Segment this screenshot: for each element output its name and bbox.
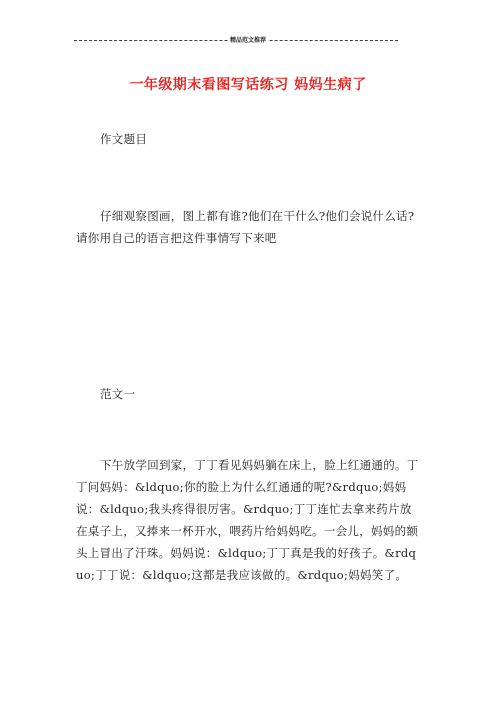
header-label (0, 35, 496, 44)
section-heading-sample: 范文一 (100, 387, 136, 401)
sample-essay-paragraph: 下午放学回到家，丁丁看见妈妈躺在床上，脸上红通通的。丁丁问妈妈：&ldquo;你的脸上为什么红通通的呢?&rdquo;妈妈说：&ldquo;我头疼得很厉害。&rdquo;丁丁连忙去拿来药片放在桌子上，又捧来一杯开水，喂药片给妈妈吃。一会儿，妈妈的额头上冒出了汗珠。妈妈说：&ldquo;丁丁真是我的好孩子。&rdquo;丁丁说：&ldquo;这都是我应该做的。&rdquo;妈妈笑了。 (76, 458, 419, 582)
document-title: 一年级期末看图写话练习 妈妈生病了 (129, 77, 367, 93)
section-heading-topic: 作文题目 (100, 132, 148, 146)
header-label-text: 精品范文推荐 (229, 37, 266, 44)
instruction-paragraph: 仔细观察图画，图上都有谁?他们在干什么?他们会说什么话?请你用自己的语言把这件事情写下来吧 (76, 209, 415, 245)
